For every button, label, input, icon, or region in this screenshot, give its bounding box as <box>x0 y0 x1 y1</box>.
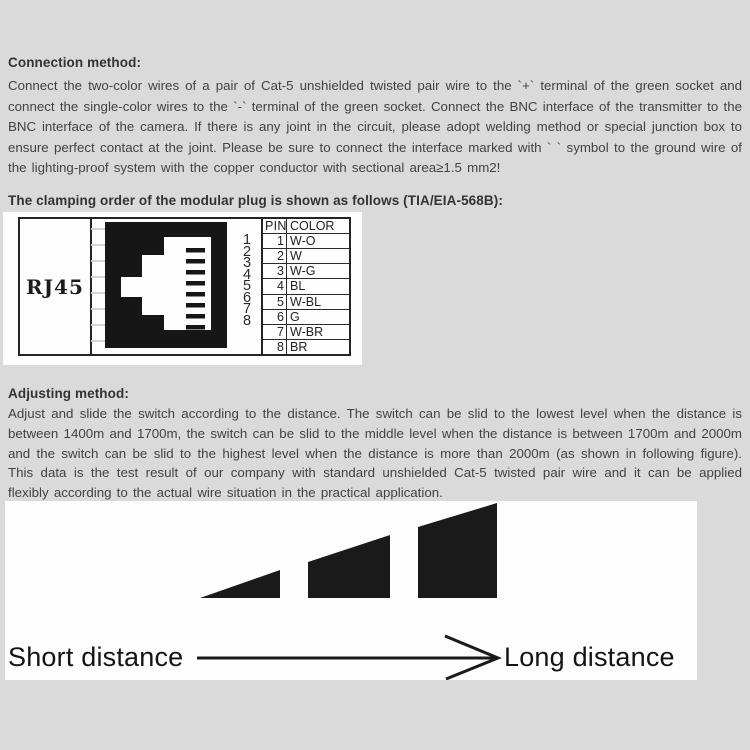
connection-method-heading: Connection method: <box>8 55 142 70</box>
pin-cell: 7 <box>263 325 287 339</box>
ruler-ticks <box>91 220 105 355</box>
pin-header: PIN <box>265 219 287 234</box>
clamping-order-heading: The clamping order of the modular plug is shown as follows (TIA/EIA-568B): <box>8 193 503 208</box>
long-distance-label: Long distance <box>504 642 675 672</box>
color-cell: W-BL <box>290 294 322 309</box>
table-header-row <box>263 219 349 234</box>
rj45-label-cell <box>20 219 92 354</box>
color-cell: W-O <box>290 234 316 249</box>
pin-number: 4 <box>242 266 252 283</box>
pin-color-table <box>261 217 351 356</box>
signal-wedge-large <box>418 503 497 598</box>
color-cell: W <box>290 249 302 264</box>
signal-wedge-medium <box>308 535 390 598</box>
table-row <box>263 340 349 354</box>
short-distance-label: Short distance <box>8 642 184 672</box>
pin-number: 1 <box>242 232 252 248</box>
table-row <box>263 264 349 279</box>
pin-number: 5 <box>242 278 252 294</box>
rj45-label: RJ45 <box>26 274 84 299</box>
color-cell: W-BR <box>290 324 324 339</box>
color-cell: BR <box>290 339 308 354</box>
pin-cell: 4 <box>263 279 287 293</box>
pin-number-column <box>239 232 255 329</box>
pin-number: 3 <box>242 255 252 271</box>
rj45-jack-icon <box>105 222 227 348</box>
pin-cell: 2 <box>263 249 287 263</box>
table-row <box>263 310 349 325</box>
color-cell: W-G <box>290 264 316 279</box>
pin-number: 8 <box>242 312 252 329</box>
pin-cell: 8 <box>263 340 287 354</box>
connection-method-paragraph: Connect the two-color wires of a pair of Cat-5 unshielded twisted pair wire to the `+` terminal of the green socket and connect the single-color wires to the `-` terminal of the green socket. Connect the BNC interface of the transmitter to the BNC interface of the camera. If there is any joint in the circuit, please adopt welding method or special junction box to ensure perfect contact at the joint. Please be sure to connect the interface marked with ` ` symbol to the ground wire of the lighting-proof system with the copper conductor with sectional area≥1.5 mm2! <box>8 78 742 176</box>
table-row <box>263 295 349 310</box>
pin-cell: 5 <box>263 295 287 309</box>
table-row <box>263 325 349 340</box>
pin-cell: 1 <box>263 234 287 248</box>
color-header: COLOR <box>290 219 335 234</box>
signal-wedge-small <box>200 570 280 598</box>
color-cell: G <box>290 309 300 324</box>
table-row <box>263 279 349 294</box>
pin-number: 6 <box>242 289 252 306</box>
table-row <box>263 234 349 249</box>
rj45-pinout-figure <box>3 212 362 365</box>
pin-cell: 3 <box>263 264 287 278</box>
color-cell: BL <box>290 279 306 294</box>
pin-number: 7 <box>242 301 252 317</box>
adjusting-method-heading: Adjusting method: <box>8 386 129 401</box>
pin-cell: 6 <box>263 310 287 324</box>
pin-number: 2 <box>242 243 252 260</box>
distance-figure <box>5 501 697 680</box>
adjusting-method-paragraph: Adjust and slide the switch according to the distance. The switch can be slid to the lowest level when the distance is between 1400m and 1700m, the switch can be slid to the middle level when the distance is between 1700m and 2000m and the switch can be slid to the highest level when the distance is more than 2000m (as shown in following figure). This data is the test result of our company with standard unshielded Cat-5 twisted pair wire and it can be applied flexibly according to the actual wire situation in the practical application. <box>8 406 742 501</box>
table-row <box>263 249 349 264</box>
